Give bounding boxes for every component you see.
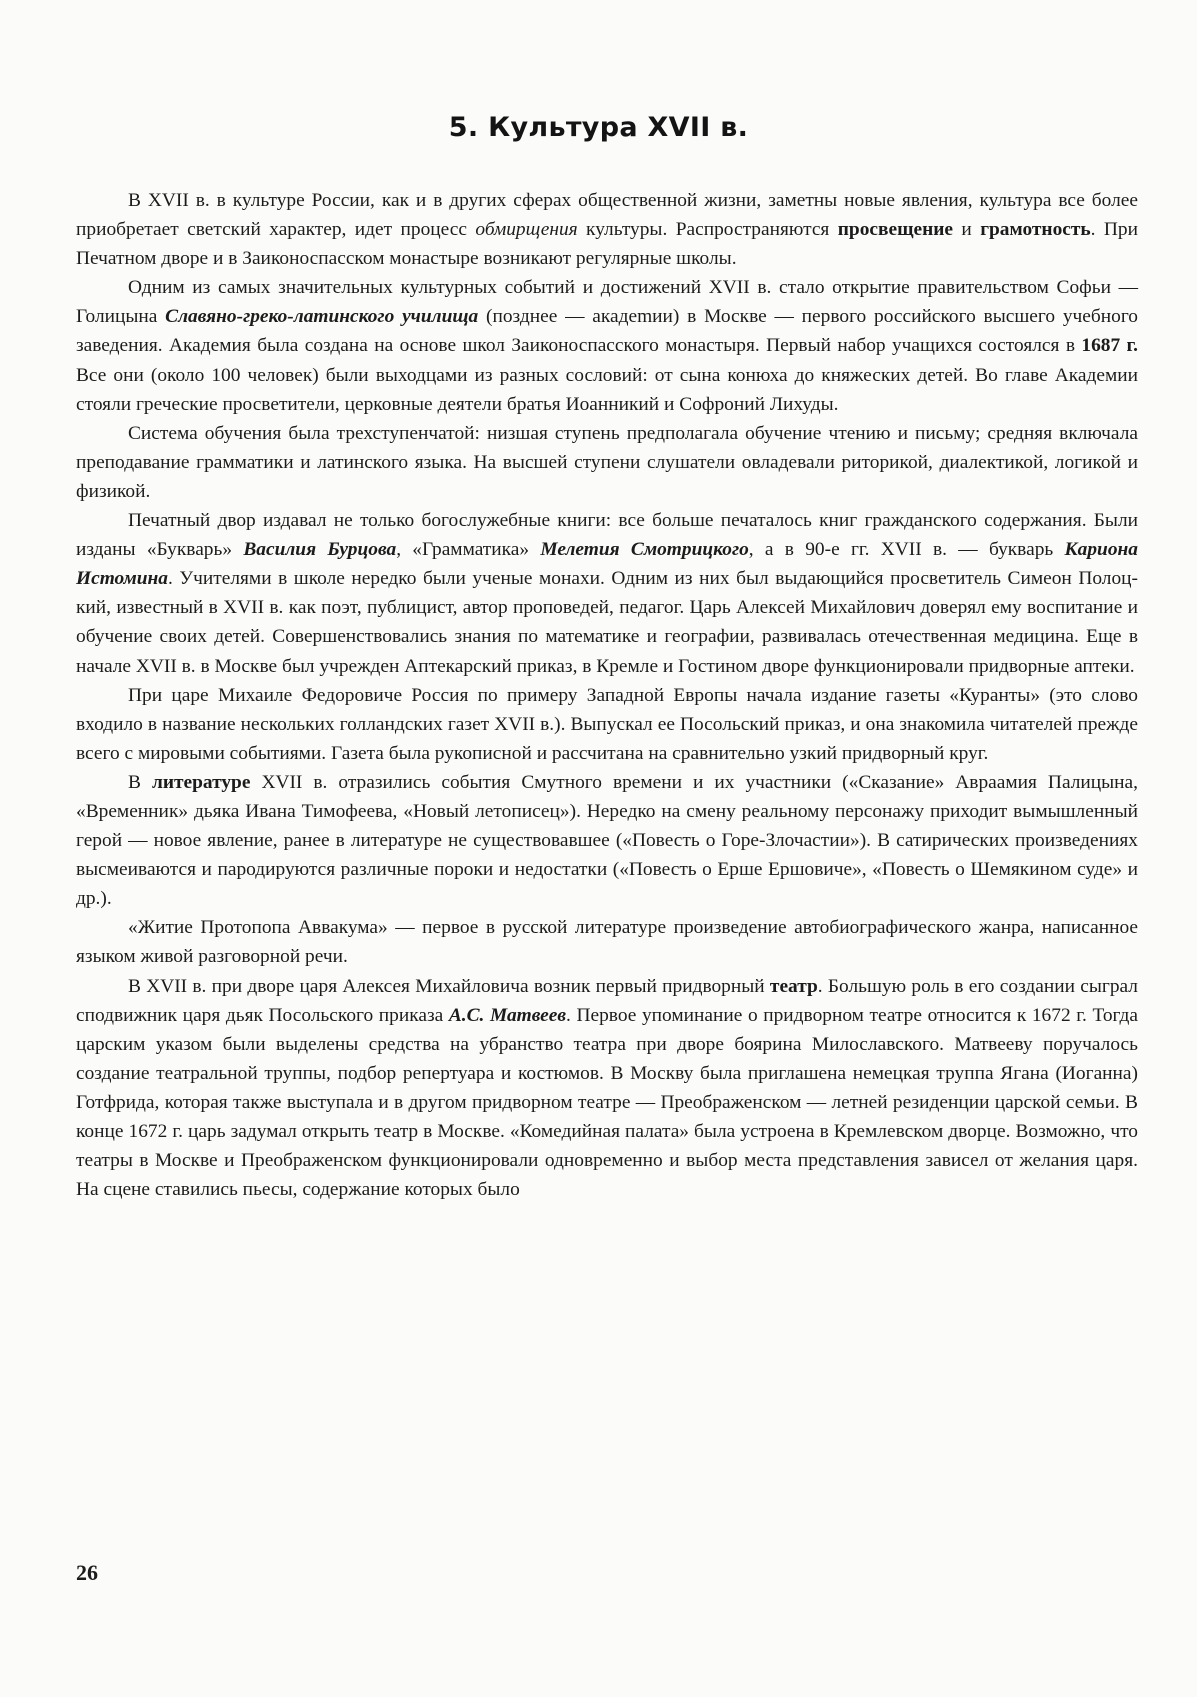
emphasis-text: Кариона Истомина [76, 539, 1138, 590]
paragraph [76, 681, 1138, 768]
text-run: , «Грамматика» [396, 539, 541, 561]
paragraph [76, 419, 1138, 506]
page-number: 26 [76, 1560, 98, 1585]
text-run: XVII в. отразились события Смутного времени и их участники («Сказание» Авраамия Палицына, «Временник» дьяка Ивана Тимофеева, «Новый летописец»). Нередко на смену реальному персонажу приходит вымышленный герой — новое явление, ранее в литературе не существовавшее («Повесть о Горе-Злочастии»). В сатирических произведениях высмеиваются и пародируются различные пороки и недостатки («Повесть о Ерше Ершовиче», «Повесть о Шемякином суде» и др.). [76, 771, 1139, 910]
emphasis-text: грамотность [980, 219, 1091, 241]
text-run: . При Печатном дворе и в Заиконоспасском монастыре возникают регулярные школы. [76, 219, 1138, 270]
body-text [76, 186, 1138, 1204]
text-run: В XVII в. в культуре России, как и в других сферах общественной жизни, заметны новые явления, культура все более приобретает светский характер, идет процесс [76, 190, 1138, 241]
emphasis-text: А.С. Матвеев [448, 1004, 567, 1026]
text-run: (позднее — акадеmии) в Москве — первого российского высшего учебного заведения. Академия была создана на основе школ Заиконоспасского монастыря. Первый набор учащихся состоялся в [76, 306, 1138, 357]
emphasis-text: театр [769, 975, 818, 997]
text-run: Система обучения была трехступенчатой: низшая ступень предполагала обучение чтению и письму; средняя включала преподавание грамматики и латинского языка. На высшей ступени слушатели овладевали риторикой, диалектикой, логикой и физикой. [76, 422, 1138, 502]
text-run: и [953, 219, 981, 241]
paragraph [76, 186, 1138, 273]
emphasis-text: Славяно-греко-латинского училища [165, 306, 479, 328]
page-title: 5. Культура XVII в. [448, 112, 749, 143]
text-run: Одним из самых значительных культурных событий и достижений XVII в. стало открытие правительством Софьи — Голицына [76, 277, 1138, 328]
emphasis-text: просвещение [837, 219, 954, 241]
paragraph [76, 506, 1138, 681]
emphasis-text: Василия Бурцова [243, 539, 397, 561]
text-run: . Большую роль в его создании сыграл сподвижник царя дьяк Посольского приказа [76, 975, 1138, 1026]
text-run: культуры. Распространяются [577, 219, 838, 241]
text-run: . Учителями в школе нередко были ученые монахи. Одним из них был выдающийся просветитель Симеон Полоцкий, известный в XVII в. как поэт, публицист, автор проповедей, педагог. Царь Алексей Михайлович доверял ему воспитание и обучение своих детей. Совершенствовались знания по математике и географии, развивалась отечественная медицина. Еще в начале XVII в. в Москве был учрежден Аптекарский приказ, в Кремле и Гостином дворе функционировали придворные аптеки. [76, 568, 1138, 677]
text-run: «Житие Протопопа Аввакума» — первое в русской литературе произведение автобиографического жанра, написанное языком живой разговорной речи. [76, 917, 1138, 968]
emphasis-text: литературе [151, 771, 251, 793]
emphasis-text: Мелетия Смотрицкого [540, 539, 749, 561]
emphasis-text: обмирщения [475, 219, 578, 241]
text-run: Печатный двор издавал не только богослужебные книги: все больше печаталось книг гражданского содержания. Были изданы «Букварь» [76, 510, 1138, 561]
text-run: При царе Михаиле Федоровиче Россия по примеру Западной Европы начала издание газеты «Куранты» (это слово входило в название нескольких голландских газет XVII в.). Выпускал ее Посольский приказ, и она знакомила читателей прежде всего с мировыми событиями. Газета была рукописной и рассчитана на сравнительно узкий придворный круг. [76, 684, 1138, 764]
text-run: В [128, 771, 152, 793]
paragraph [76, 273, 1138, 418]
text-run: , а в 90-е гг. XVII в. — букварь [748, 539, 1065, 561]
text-run: В XVII в. при дворе царя Алексея Михайловича возник первый придворный [128, 975, 770, 997]
text-run: . Первое упоминание о придворном театре относится к 1672 г. Тогда царским указом были выделены средства на убранство театра при дворе боярина Милославского. Матвееву поручалось создание театральной труппы, подбор репертуара и костюмов. В Москву была приглашена немецкая труппа Ягана (Иоганна) Готфрида, которая также выступала и в другом придворном театре — Преображенском — летней резиденции царской семьи. В конце 1672 г. царь задумал открыть театр в Москве. «Комедийная палата» была устроена в Кремлевском дворце. Возможно, что театры в Москве и Преображенском функционировали одновременно и выбор места представления зависел от желания царя. На сцене ставились пьесы, содержание которых было [76, 1004, 1138, 1201]
paragraph [76, 972, 1138, 1205]
paragraph [76, 913, 1138, 971]
paragraph [76, 768, 1138, 913]
text-run: Все они (около 100 человек) были выходцами из разных сословий: от сына конюха до княжеских детей. Во главе Академии стояли греческие просветители, церковные деятели братья Иоанникий и Софроний Лихуды. [76, 364, 1138, 415]
emphasis-text: 1687 г. [1081, 335, 1139, 357]
